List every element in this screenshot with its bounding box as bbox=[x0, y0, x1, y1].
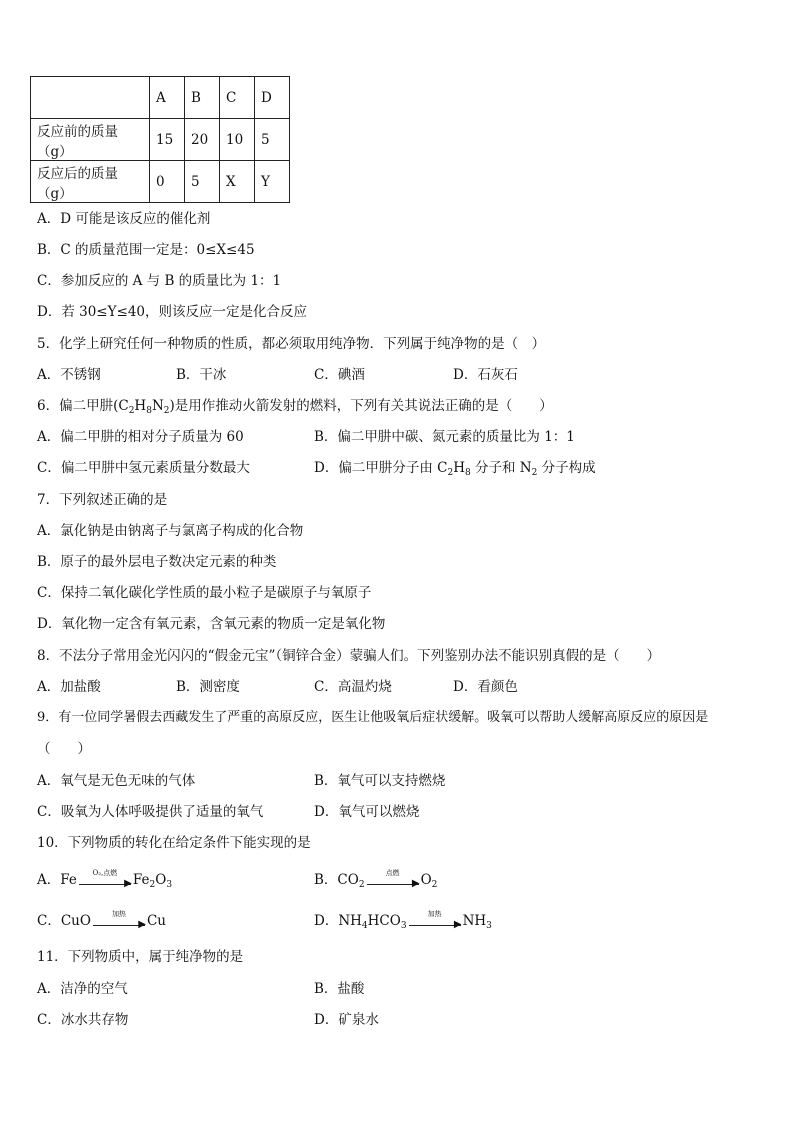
q8-option-a: A．加盐酸 bbox=[37, 679, 101, 695]
q5-option-a: A．不锈钢 bbox=[37, 367, 101, 383]
q5-option-c: C．碘酒 bbox=[314, 367, 365, 383]
q11-stem: 11．下列物质中，属于纯净物的是 bbox=[37, 949, 244, 965]
table-header-b: B bbox=[185, 77, 220, 119]
reaction-arrow: 加热 ▶ bbox=[93, 915, 145, 929]
q11-option-a: A．洁净的空气 bbox=[37, 981, 128, 997]
reaction-arrow: 加热 ▶ bbox=[409, 915, 461, 929]
q4-option-d: D．若 30≤Y≤40，则该反应一定是化合反应 bbox=[37, 304, 308, 320]
q11-option-b: B．盐酸 bbox=[314, 981, 365, 997]
table-cell: 5 bbox=[255, 119, 290, 161]
q10-option-d: D．$NH_4HCO_3$ 加热 ▶ $NH_3$ bbox=[314, 909, 492, 931]
q9-stem: 9．有一位同学暑假去西藏发生了严重的高原反应，医生让他吸氧后症状缓解。吸氧可以帮助人缓解高原反应的原因是 bbox=[37, 710, 709, 725]
q6-option-b: B．偏二甲肼中碳、氮元素的质量比为 1：1 bbox=[314, 429, 575, 445]
table-cell: Y bbox=[255, 161, 290, 203]
q7-option-b: B．原子的最外层电子数决定元素的种类 bbox=[37, 554, 277, 570]
table-cell: 15 bbox=[150, 119, 185, 161]
q10-option-a: A．Fe O₂,点燃 ▶ $Fe_2O_3$ bbox=[37, 868, 173, 890]
q7-option-c: C．保持二氧化碳化学性质的最小粒子是碳原子与氧原子 bbox=[37, 585, 372, 601]
table-cell: 20 bbox=[185, 119, 220, 161]
table-header-d: D bbox=[255, 77, 290, 119]
q9-option-b: B．氧气可以支持燃烧 bbox=[314, 773, 446, 789]
q6-stem: 6．偏二甲肼$(C_2H_8N_2)$是用作推动火箭发射的燃料，下列有关其说法正确的是（ ） bbox=[37, 398, 553, 416]
q4-option-b: B．C 的质量范围一定是：0≤X≤45 bbox=[37, 242, 255, 258]
table-row bbox=[31, 119, 290, 161]
q6-option-a: A．偏二甲肼的相对分子质量为 60 bbox=[37, 429, 244, 445]
q10-option-b: B．$CO_2$ 点燃 ▶ $O_2$ bbox=[314, 868, 438, 890]
table-cell: 5 bbox=[185, 161, 220, 203]
q11-option-d: D．矿泉水 bbox=[314, 1012, 379, 1028]
reaction-mass-table bbox=[30, 76, 290, 203]
q5-option-d: D．石灰石 bbox=[453, 367, 518, 383]
q10-option-c: C．CuO 加热 ▶ Cu bbox=[37, 909, 166, 930]
q8-option-b: B．测密度 bbox=[176, 679, 240, 695]
q9-option-d: D．氧气可以燃烧 bbox=[314, 804, 420, 820]
reaction-arrow: 点燃 ▶ bbox=[367, 874, 419, 888]
q8-stem: 8．不法分子常用金光闪闪的“假金元宝”（铜锌合金）蒙骗人们。下列鉴别办法不能识别真假的是（ ） bbox=[37, 648, 661, 664]
q9-option-a: A．氧气是无色无味的气体 bbox=[37, 773, 196, 789]
q4-option-c: C．参加反应的 A 与 B 的质量比为 1：1 bbox=[37, 273, 282, 289]
q9-stem-paren: （ ） bbox=[37, 741, 91, 757]
q10-stem: 10．下列物质的转化在给定条件下能实现的是 bbox=[37, 835, 311, 851]
table-cell: 0 bbox=[150, 161, 185, 203]
q9-option-c: C．吸氧为人体呼吸提供了适量的氧气 bbox=[37, 804, 264, 820]
reaction-arrow: O₂,点燃 ▶ bbox=[79, 874, 131, 888]
q4-option-a: A．D 可能是该反应的催化剂 bbox=[37, 211, 211, 227]
q7-stem: 7．下列叙述正确的是 bbox=[37, 492, 168, 508]
table-corner-cell bbox=[31, 77, 150, 119]
q5-option-b: B．干冰 bbox=[176, 367, 227, 383]
table-header-c: C bbox=[220, 77, 255, 119]
q6-option-c: C．偏二甲肼中氢元素质量分数最大 bbox=[37, 460, 250, 476]
table-row-label: 反应后的质量（g） bbox=[31, 161, 150, 203]
q7-option-a: A．氯化钠是由钠离子与氯离子构成的化合物 bbox=[37, 523, 304, 539]
table-header-a: A bbox=[150, 77, 185, 119]
table-row bbox=[31, 161, 290, 203]
table-cell: 10 bbox=[220, 119, 255, 161]
q6-option-d: D．偏二甲肼分子由 $C_2H_8$ 分子和 $N_2$ 分子构成 bbox=[314, 460, 596, 478]
table-header-row bbox=[31, 77, 290, 119]
q8-option-d: D．看颜色 bbox=[453, 679, 518, 695]
q7-option-d: D．氧化物一定含有氧元素，含氧元素的物质一定是氧化物 bbox=[37, 616, 386, 632]
q8-option-c: C．高温灼烧 bbox=[314, 679, 392, 695]
table-cell: X bbox=[220, 161, 255, 203]
q11-option-c: C．冰水共存物 bbox=[37, 1012, 129, 1028]
table-row-label: 反应前的质量（g） bbox=[31, 119, 150, 161]
q5-stem: 5．化学上研究任何一种物质的性质，都必须取用纯净物．下列属于纯净物的是（ ） bbox=[37, 336, 546, 352]
